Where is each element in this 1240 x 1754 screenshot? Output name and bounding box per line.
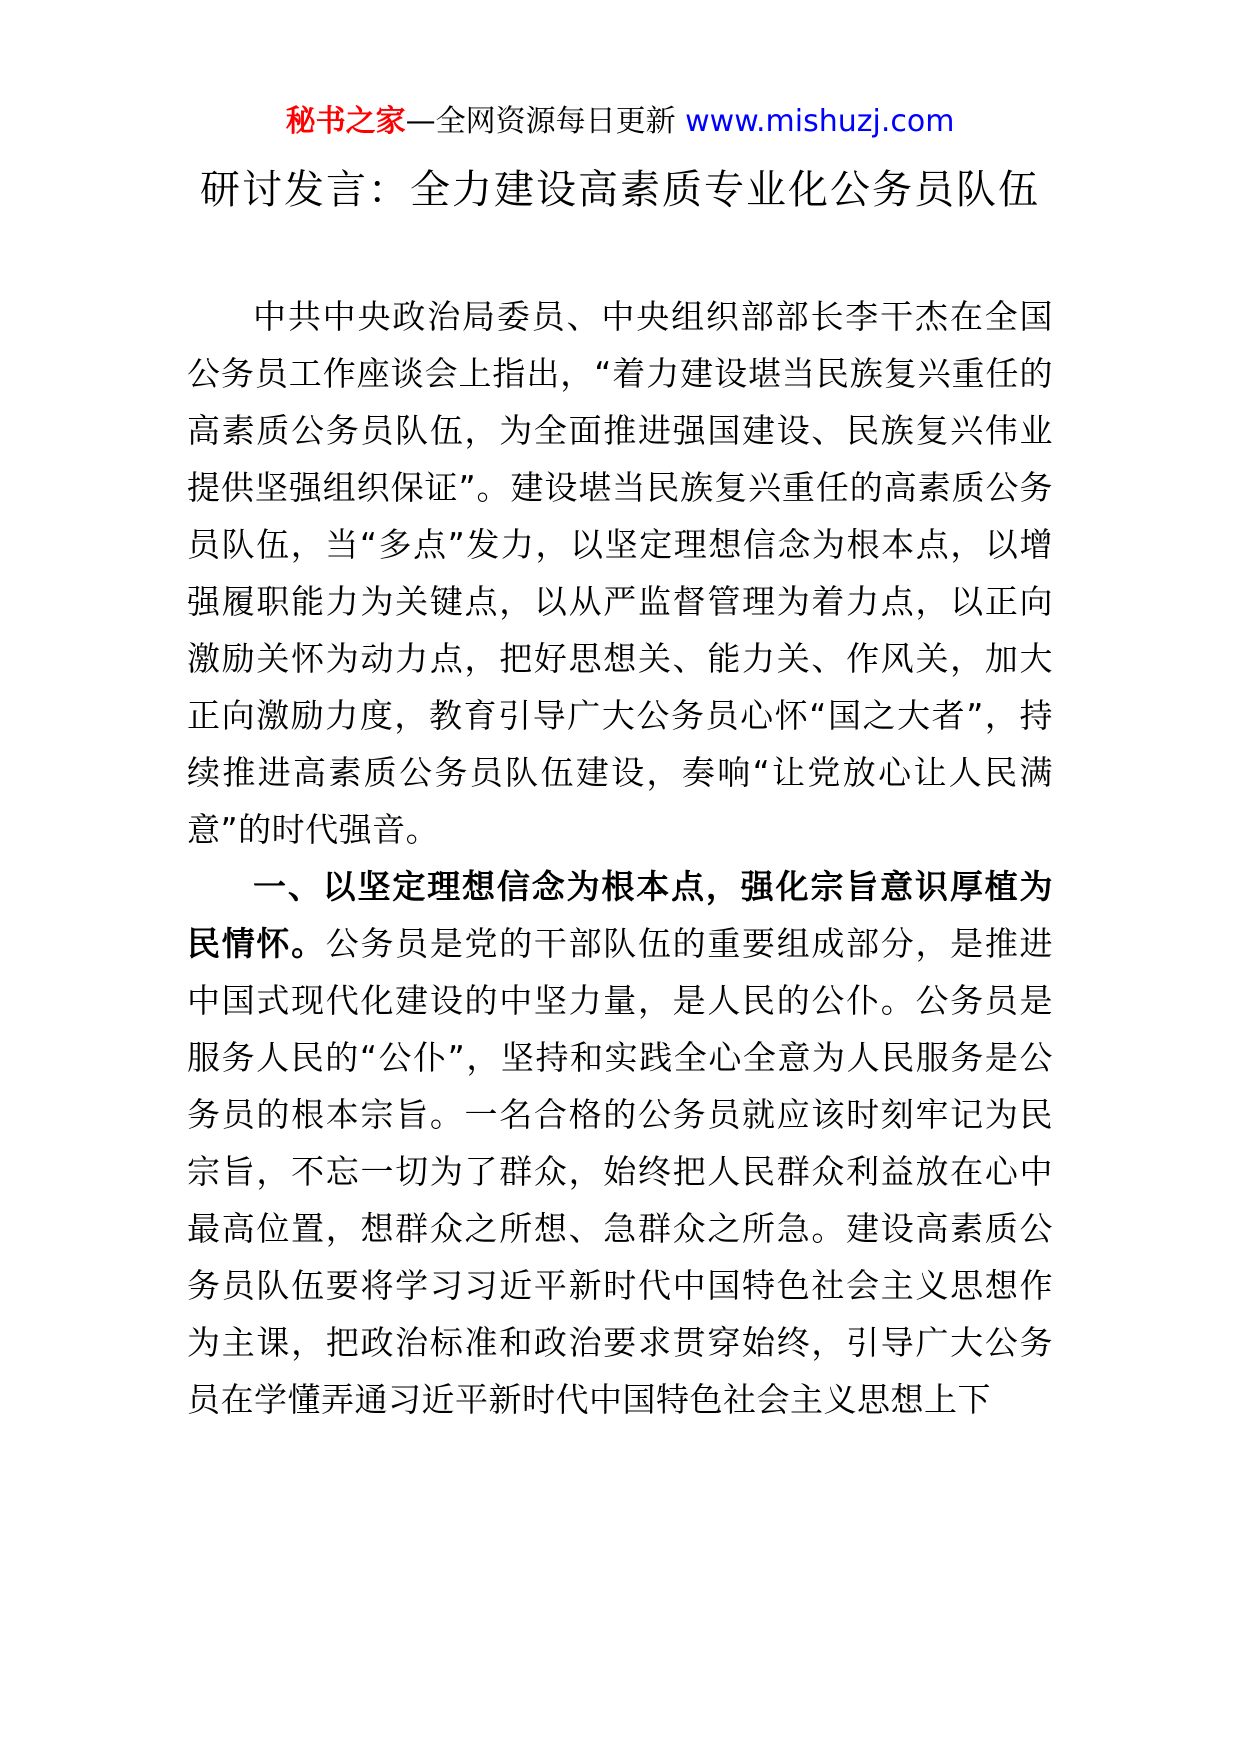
site-header — [0, 100, 1240, 144]
section-1-heading: 一、以坚定理想信念为根本点，强化宗旨意识厚植为民情怀。 — [187, 867, 1053, 963]
document-title: 研讨发言：全力建设高素质专业化公务员队伍 — [200, 167, 1040, 213]
section-1-paragraph — [187, 858, 1053, 1428]
site-brand: 秘书之家 — [285, 104, 406, 139]
document-body — [187, 288, 1053, 1428]
site-tagline: —全网资源每日更新 — [405, 104, 686, 139]
intro-paragraph: 中共中央政治局委员、中央组织部部长李干杰在全国公务员工作座谈会上指出，“着力建设堪当民族复兴重任的高素质公务员队伍，为全面推进强国建设、民族复兴伟业提供坚强组织保证”。建设堪当民族复兴重任的高素质公务员队伍，当“多点”发力，以坚定理想信念为根本点，以增强履职能力为关键点，以从严监督管理为着力点，以正向激励关怀为动力点，把好思想关、能力关、作风关，加大正向激励力度，教育引导广大公务员心怀“国之大者”，持续推进高素质公务员队伍建设，奏响“让党放心让人民满意”的时代强音。 — [187, 297, 1053, 849]
site-url-link[interactable]: www.mishuzj.com — [685, 104, 955, 139]
section-1-body: 公务员是党的干部队伍的重要组成部分，是推进中国式现代化建设的中坚力量，是人民的公仆。公务员是服务人民的“公仆”，坚持和实践全心全意为人民服务是公务员的根本宗旨。一名合格的公务员就应该时刻牢记为民宗旨，不忘一切为了群众，始终把人民群众利益放在心中最高位置，想群众之所想、急群众之所急。建设高素质公务员队伍要将学习习近平新时代中国特色社会主义思想作为主课，把政治标准和政治要求贯穿始终，引导广大公务员在学懂弄通习近平新时代中国特色社会主义思想上下 — [187, 924, 1053, 1419]
